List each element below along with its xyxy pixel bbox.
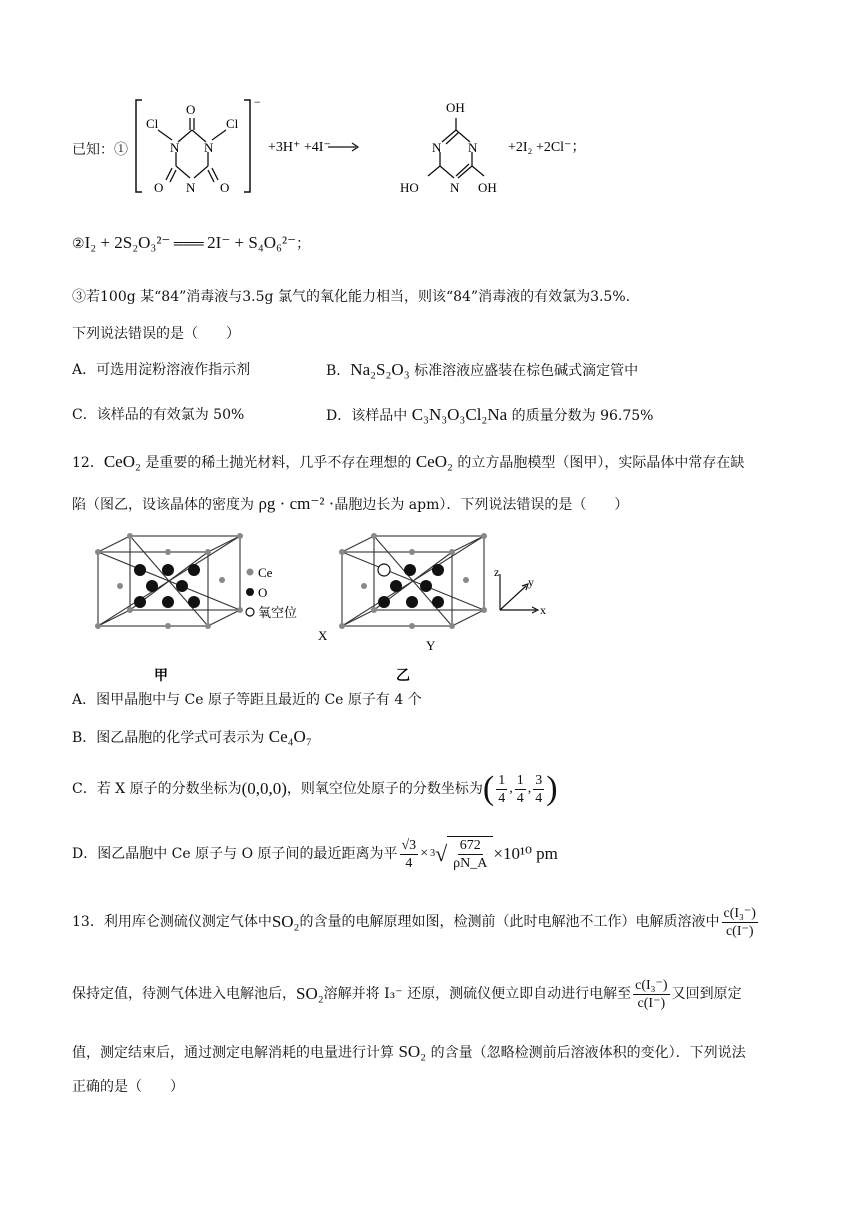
legend-vac-dot [246,608,254,616]
q12-option-a: A．图甲晶胞中与 Ce 原子等距且最近的 Ce 原子有 4 个 [72,692,422,708]
legend-o: O [258,585,268,600]
atom-n-r-right: N [468,140,478,155]
axis-x: x [540,603,546,617]
atom-ho-left: HO [400,180,419,195]
oxygen-vacancy [378,564,390,576]
known-1-label: 已知：① [72,142,128,158]
q12-option-d: D．图乙晶胞中 Ce 原子与 O 原子间的最近距离为平 $\frac{√3}{4}$ × 3 √ $\frac{672}{\rho N\_A}$ ×10¹⁰ pm [72,837,558,871]
q13-line2: 保持定值，待测气体进入电解池后， SO₂ 溶解并将 I₃⁻ 还原，测硫仪便立即自动进行电解至 $\frac{\text{c(I₃⁻)}}{c(I^-)}$ 又回到原定 [72,977,742,1011]
reaction-products: +2I₂ +2Cl⁻； [508,140,586,155]
reaction-reactants: +3H⁺ +4I⁻ [268,140,331,155]
figure-jia-label: 甲 [154,669,168,684]
q13-line3: 值，测定结束后，通过测定电解消耗的电量进行计算 SO₂ 的含量（忽略检测前后溶液体积的变化）．下列说法 [72,1042,746,1061]
q13-line1: 13．利用库仑测硫仪测定气体中 SO₂ 的含量的电解原理如图，检测前（此时电解池不工作）电解质溶液中 $\frac{\text{c(I₃⁻)}}{c(I^-)}$ [72,905,756,939]
atom-n-bottom: N [186,180,196,195]
known-2: ②I₂ + 2S₂O₃²⁻ ═══ 2I⁻ + S₄O₆²⁻； [72,233,311,252]
o-atoms-jia [134,564,200,608]
atom-oh-top: OH [446,100,465,115]
atom-oh-right: OH [478,180,497,195]
atom-n-r-left: N [432,140,442,155]
q11-option-a: A．可选用淀粉溶液作指示剂 [72,362,251,378]
q12-option-c: C．若 X 原子的分数坐标为 (0,0,0) ，则氧空位处原子的分数坐标为 ( $\frac{1}{4}$ , $\frac{1}{4}$ , $\frac{3}{4}$ ) [72,770,558,807]
atom-cl-left: Cl [146,116,159,131]
q11-option-d: D．该样品中 C₃N₃O₃Cl₂Na 的质量分数为 96.75% [326,405,654,424]
atom-n-right: N [204,140,214,155]
atom-n-left: N [170,140,180,155]
q12-option-b: B．图乙晶胞的化学式可表示为 Ce₄O₇ [72,727,312,746]
anion-charge: − [254,96,261,109]
q12-stem-line2: 陷（图乙，设该晶体的密度为 ρg · cm⁻² ·晶胞边长为 apm）．下列说法错误的是（ ） [72,494,629,513]
reaction-structures [128,96,608,198]
atom-o-right: O [220,180,230,195]
q13-line4: 正确的是（ ） [72,1079,184,1095]
q12-stem-line1: 12．CeO₂ 是重要的稀土抛光材料，几乎不存在理想的 CeO₂ 的立方晶胞模型（图甲），实际晶体中常存在缺 [72,452,745,471]
atom-n-r-bottom: N [450,180,460,195]
legend-ce-dot [247,569,254,576]
q11-option-b: B．Na₂S₂O₃ 标准溶液应盛装在棕色碱式滴定管中 [326,360,639,379]
atom-o-top: O [186,102,196,117]
label-x: X [318,628,328,643]
known-3: ③若100g 某“84”消毒液与3.5g 氯气的氧化能力相当，则该“84”消毒液的有效氯为3.5%. [72,289,631,305]
axis-z: z [494,565,500,579]
legend-ce: Ce [258,565,273,580]
q11-stem: 下列说法错误的是（ ） [72,326,240,342]
legend-o-dot [246,588,254,596]
axis-y: y [528,575,534,589]
crystal-figures [90,530,570,690]
legend-vac: 氧空位 [258,605,298,620]
atom-o-left: O [154,180,164,195]
q11-option-c: C．该样品的有效氯为 50% [72,407,245,423]
figure-yi-label: 乙 [396,669,410,684]
atom-cl-right: Cl [226,116,239,131]
label-y: Y [426,638,436,653]
